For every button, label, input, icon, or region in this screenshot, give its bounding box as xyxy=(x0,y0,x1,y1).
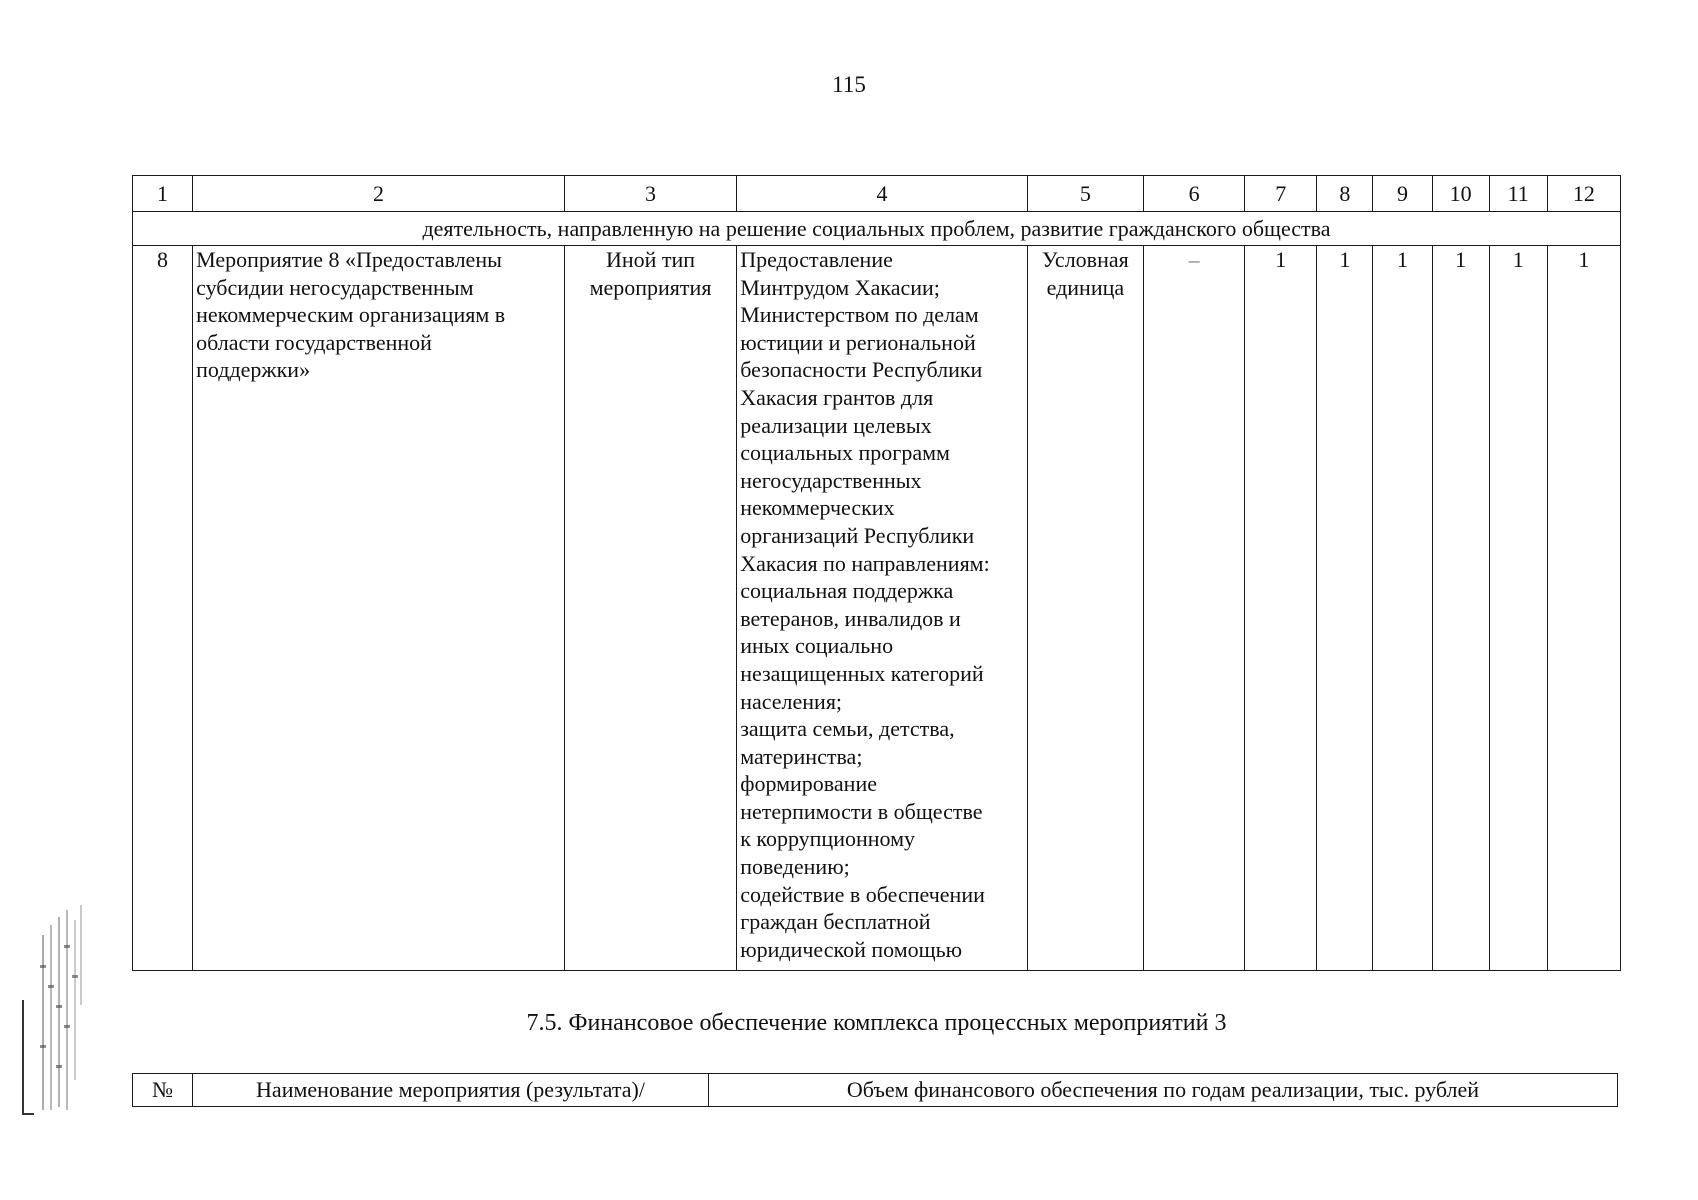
table-row xyxy=(133,246,1621,971)
column-number: 4 xyxy=(737,176,1028,212)
year-value: 1 xyxy=(1245,246,1317,971)
column-number: 1 xyxy=(133,176,193,212)
measure-description: Предоставление Минтрудом Хакасии; Министерством по делам юстиции и региональной безопасности Республики Хакасия грантов для реализации целевых социальных программ негосударственных некоммерческих организаций Республики Хакасия по направлениям: социальная поддержка ветеранов, инвалидов и иных социально незащищенных категорий населения; защита семьи, детства, материнства; формирование нетерпимости в обществе к коррупционному поведению; содействие в обеспечении граждан бесплатной юридической помощью xyxy=(737,246,1028,971)
measure-unit: Условная единица xyxy=(1027,246,1143,971)
measure-name: Мероприятие 8 «Предоставлены субсидии негосударственным некоммерческим организациям в области государственной поддержки» xyxy=(193,246,565,971)
column-header-no: № xyxy=(133,1074,193,1107)
column-number-row xyxy=(133,176,1621,212)
column-number: 3 xyxy=(564,176,736,212)
column-number: 7 xyxy=(1245,176,1317,212)
year-value: 1 xyxy=(1489,246,1547,971)
page-number: 115 xyxy=(832,72,866,97)
column-number: 6 xyxy=(1143,176,1244,212)
year-value: 1 xyxy=(1432,246,1489,971)
column-header-name: Наименование мероприятия (результата)/ xyxy=(193,1074,709,1107)
column-number: 2 xyxy=(193,176,565,212)
finance-table xyxy=(132,1073,1618,1107)
measures-table xyxy=(132,175,1621,971)
section-heading: 7.5. Финансовое обеспечение комплекса процессных мероприятий 3 xyxy=(526,1010,1227,1036)
base-value: – xyxy=(1143,246,1244,971)
row-number: 8 xyxy=(133,246,193,971)
year-value: 1 xyxy=(1547,246,1620,971)
registration-stamp xyxy=(20,905,92,1120)
column-number: 8 xyxy=(1317,176,1373,212)
year-value: 1 xyxy=(1373,246,1432,971)
column-header-volume: Объем финансового обеспечения по годам реализации, тыс. рублей xyxy=(709,1074,1618,1107)
column-number: 10 xyxy=(1432,176,1489,212)
section-text: деятельность, направленную на решение социальных проблем, развитие гражданского общества xyxy=(133,212,1621,246)
column-number: 9 xyxy=(1373,176,1432,212)
measure-type: Иной тип мероприятия xyxy=(564,246,736,971)
finance-header-row xyxy=(133,1074,1618,1107)
section-row xyxy=(133,212,1621,246)
year-value: 1 xyxy=(1317,246,1373,971)
column-number: 11 xyxy=(1489,176,1547,212)
column-number: 5 xyxy=(1027,176,1143,212)
column-number: 12 xyxy=(1547,176,1620,212)
